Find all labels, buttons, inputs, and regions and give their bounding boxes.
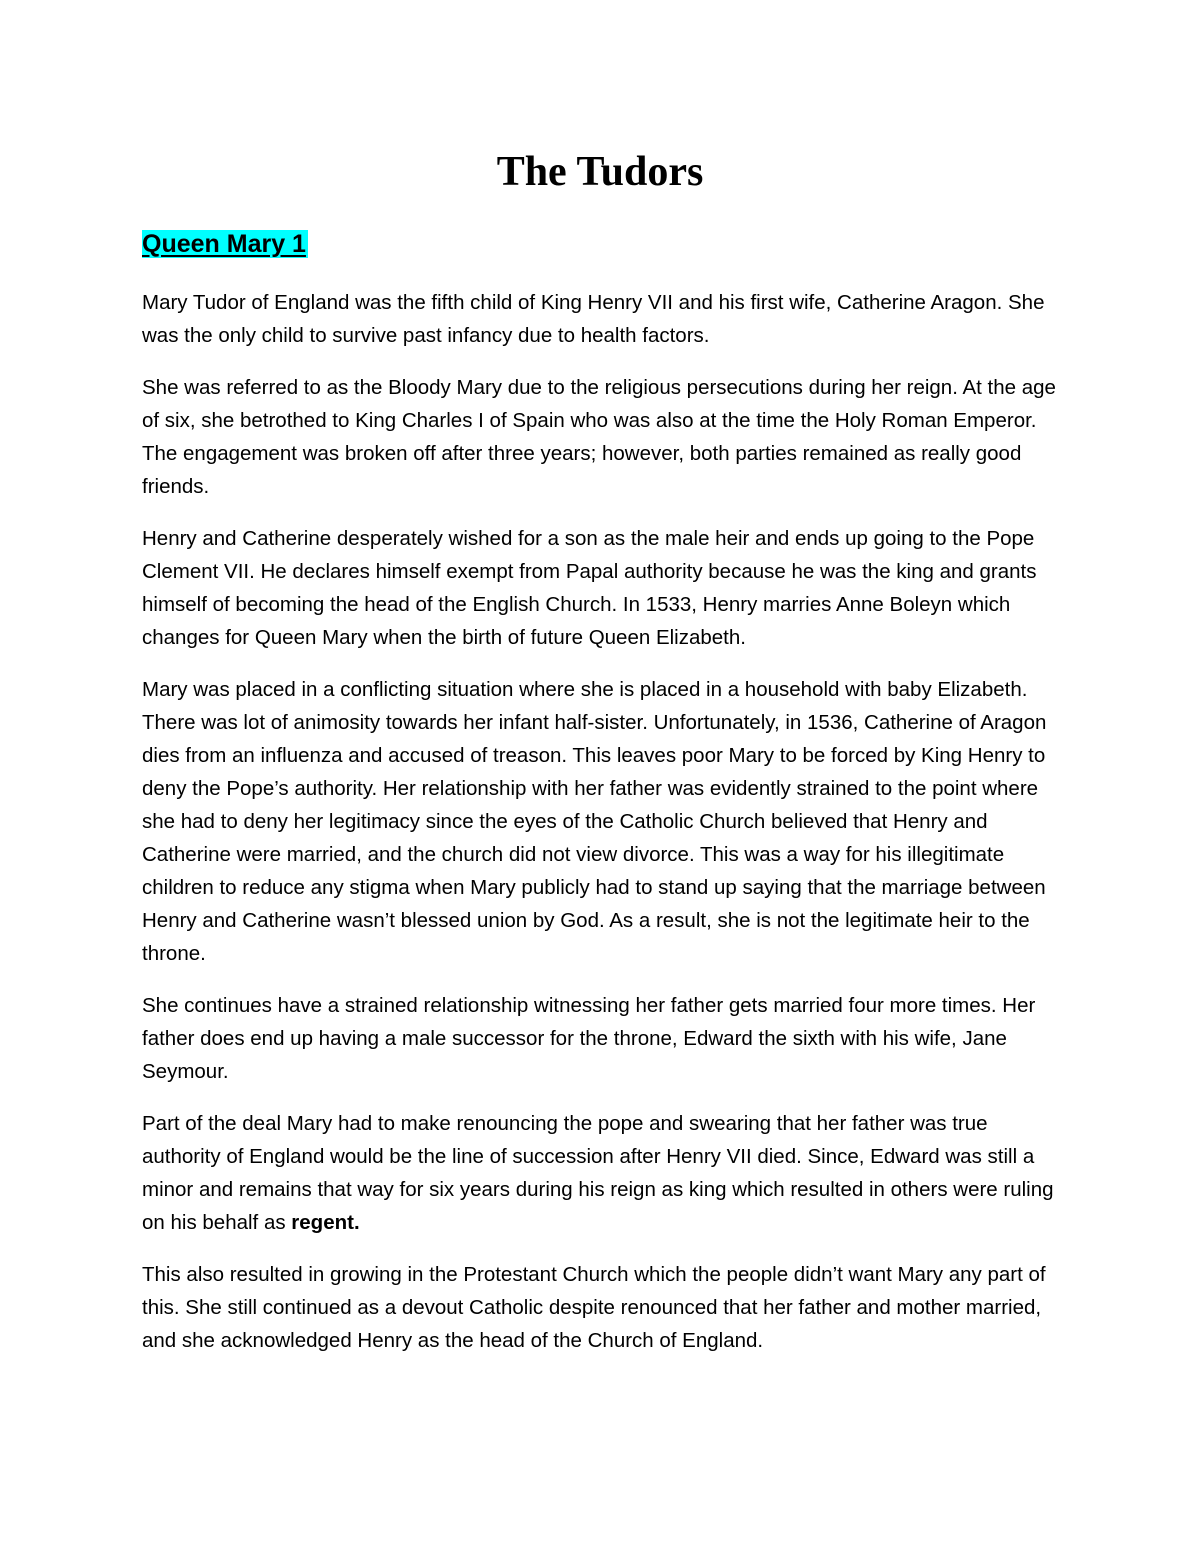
paragraph-6-bold-term: regent. [291, 1211, 360, 1234]
paragraph-6 [142, 1107, 1067, 1239]
paragraph-1: Mary Tudor of England was the fifth child of King Henry VII and his first wife, Catherine Aragon. She was the only child to survive past infancy due to health factors. [142, 291, 1045, 347]
document-body [142, 286, 1067, 1376]
paragraph-6-text: Part of the deal Mary had to make renouncing the pope and swearing that her father was true authority of England would be the line of succession after Henry VII died. Since, Edward was still a minor and remains that way for six years during his reign as king which resulted in others were ruling on his behalf as [142, 1112, 1054, 1234]
section-heading [142, 226, 308, 262]
paragraph-3: Henry and Catherine desperately wished for a son as the male heir and ends up going to the Pope Clement VII. He declares himself exempt from Papal authority because he was the king and grants himself of becoming the head of the English Church. In 1533, Henry marries Anne Boleyn which changes for Queen Mary when the birth of future Queen Elizabeth. [142, 527, 1037, 649]
paragraph-4: Mary was placed in a conflicting situation where she is placed in a household with baby Elizabeth. There was lot of animosity towards her infant half-sister. Unfortunately, in 1536, Catherine of Aragon dies from an influenza and accused of treason. This leaves poor Mary to be forced by King Henry to deny the Pope’s authority. Her relationship with her father was evidently strained to the point where she had to deny her legitimacy since the eyes of the Catholic Church believed that Henry and Catherine were married, and the church did not view divorce. This was a way for his illegitimate children to reduce any stigma when Mary publicly had to stand up saying that the marriage between Henry and Catherine wasn’t blessed union by God. As a result, she is not the legitimate heir to the throne. [142, 678, 1047, 965]
document-title: The Tudors [496, 149, 704, 195]
paragraph-7: This also resulted in growing in the Protestant Church which the people didn’t want Mary any part of this. She still continued as a devout Catholic despite renounced that her father and mother married, and she acknowledged Henry as the head of the Church of England. [142, 1263, 1046, 1352]
section-heading-text: Queen Mary 1 [142, 230, 306, 258]
paragraph-2: She was referred to as the Bloody Mary due to the religious persecutions during her reign. At the age of six, she betrothed to King Charles I of Spain who was also at the time the Holy Roman Emperor. The engagement was broken off after three years; however, both parties remained as really good friends. [142, 376, 1056, 498]
paragraph-5: She continues have a strained relationship witnessing her father gets married four more times. Her father does end up having a male successor for the throne, Edward the sixth with his wife, Jane Seymour. [142, 994, 1036, 1083]
